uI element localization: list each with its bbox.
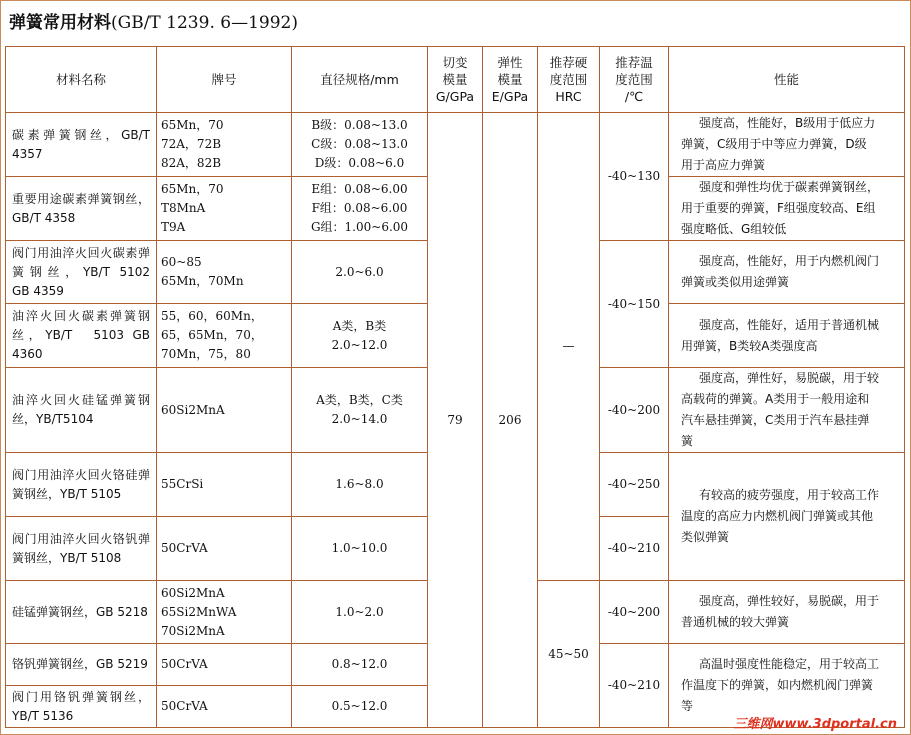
diameter-line: E组：0.08~6.00 xyxy=(311,182,408,196)
header-elastic xyxy=(483,47,538,113)
grade-line: 70Si2MnA xyxy=(161,623,225,638)
diameter-line: B级：0.08~13.0 xyxy=(311,118,408,132)
temp-cell: -40~130 xyxy=(600,113,669,241)
perf-line: 弹簧，C级用于中等应力弹簧，D级 xyxy=(681,137,867,151)
header-hardness xyxy=(538,47,600,113)
header-hardness-line: 推荐硬 xyxy=(549,55,588,70)
diameter-cell xyxy=(292,177,428,241)
diameter-cell: 1.0~2.0 xyxy=(292,581,428,644)
header-temp xyxy=(600,47,669,113)
hardness-cell: — xyxy=(538,113,600,581)
perf-line: 强度高，性能好，适用于普通机械 xyxy=(699,317,880,332)
perf-line: 强度高，弹性较好，易脱碳，用于 xyxy=(699,594,880,608)
diameter-cell: 1.0~10.0 xyxy=(292,517,428,581)
material-name: 油淬火回火碳素弹簧钢丝，YB/T 5103 GB 4360 xyxy=(6,304,157,368)
table-row xyxy=(6,113,905,177)
perf-line: 汽车悬挂弹簧，C类用于汽车悬挂弹 xyxy=(681,413,870,427)
grade-cell: 50CrVA xyxy=(157,517,292,581)
material-name: 重要用途碳素弹簧钢丝，GB/T 4358 xyxy=(6,177,157,241)
header-hardness-line: HRC xyxy=(555,89,582,104)
perf-line: 类似弹簧 xyxy=(681,530,730,544)
header-elastic-line: 模量 xyxy=(497,72,523,87)
diameter-line: G组：1.00~6.00 xyxy=(310,220,409,234)
diameter-line: D级：0.08~6.0 xyxy=(314,156,405,170)
material-name: 碳素弹簧钢丝，GB/T 4357 xyxy=(6,113,157,177)
grade-line: 65Mn，70 xyxy=(161,182,224,196)
grade-line: 65，65Mn，70， xyxy=(161,328,263,342)
temp-cell: -40~150 xyxy=(600,241,669,368)
title-main: 弹簧常用材料 xyxy=(9,13,111,33)
diameter-line: A类，B类 xyxy=(332,318,387,333)
perf-line: 强度略低、G组较低 xyxy=(681,222,787,236)
material-name: 阀门用油淬火回火碳素弹簧钢丝，YB/T 5102 GB 4359 xyxy=(6,241,157,304)
performance-cell xyxy=(669,453,905,581)
header-temp-line: /℃ xyxy=(624,89,644,104)
diameter-cell: 0.5~12.0 xyxy=(292,686,428,728)
diameter-line: A类，B类，C类 xyxy=(316,393,403,407)
grade-line: 72A，72B xyxy=(161,137,222,151)
header-elastic-line: E/GPa xyxy=(491,89,529,104)
grade-line: 82A，82B xyxy=(161,156,222,170)
diameter-line: F组：0.08~6.00 xyxy=(311,201,408,215)
performance-cell xyxy=(669,304,905,368)
grade-cell xyxy=(157,177,292,241)
grade-line: 70Mn，75，80 xyxy=(161,347,251,361)
header-temp-line: 度范围 xyxy=(615,72,653,87)
perf-line: 高载荷的弹簧。A类用于一般用途和 xyxy=(681,392,870,406)
perf-line: 强度高，弹性好，易脱碳，用于较 xyxy=(699,371,880,385)
diameter-cell: 1.6~8.0 xyxy=(292,453,428,517)
grade-cell xyxy=(157,304,292,368)
material-name: 硅锰弹簧钢丝，GB 5218 xyxy=(6,581,157,644)
grade-line: 60~85 xyxy=(161,255,202,269)
perf-line: 有较高的疲劳强度，用于较高工作 xyxy=(699,488,880,502)
performance-cell xyxy=(669,241,905,304)
material-name: 阀门用油淬火回火铬钒弹簧钢丝，YB/T 5108 xyxy=(6,517,157,581)
grade-line: T9A xyxy=(161,220,186,234)
diameter-cell: 0.8~12.0 xyxy=(292,644,428,686)
performance-cell xyxy=(669,581,905,644)
hardness-cell: 45~50 xyxy=(538,581,600,728)
header-shear xyxy=(428,47,483,113)
perf-line: 普通机械的较大弹簧 xyxy=(681,615,790,629)
header-temp-line: 推荐温 xyxy=(615,55,653,70)
perf-line: 高温时强度性能稳定，用于较高工 xyxy=(699,657,880,671)
diameter-cell xyxy=(292,368,428,453)
perf-line: 用于重要的弹簧，F组强度较高、E组 xyxy=(681,201,876,215)
grade-line: 60Si2MnA xyxy=(161,585,225,600)
grade-cell xyxy=(157,113,292,177)
elastic-modulus-cell: 206 xyxy=(483,113,538,728)
diameter-cell: 2.0~6.0 xyxy=(292,241,428,304)
header-elastic-line: 弹性 xyxy=(497,55,523,70)
material-name: 铬钒弹簧钢丝，GB 5219 xyxy=(6,644,157,686)
header-shear-line: 模量 xyxy=(442,72,468,87)
perf-line: 用于高应力弹簧 xyxy=(681,158,766,172)
grade-line: T8MnA xyxy=(161,201,206,215)
watermark-logo: 三维网www.3dportal.cn xyxy=(733,717,897,732)
title-spec: (GB/T 1239. 6—1992) xyxy=(111,13,298,33)
diameter-line: C级：0.08~13.0 xyxy=(311,137,408,151)
perf-line: 用弹簧，B类较A类强度高 xyxy=(681,338,818,353)
material-name: 油淬火回火硅锰弹簧钢丝，YB/T5104 xyxy=(6,368,157,453)
performance-cell xyxy=(669,113,905,177)
grade-cell xyxy=(157,581,292,644)
temp-cell: -40~200 xyxy=(600,368,669,453)
perf-line: 作温度下的弹簧，如内燃机阀门弹簧 xyxy=(681,678,874,692)
header-grade: 牌号 xyxy=(157,47,292,113)
grade-cell: 50CrVA xyxy=(157,644,292,686)
temp-cell: -40~200 xyxy=(600,581,669,644)
header-perf: 性能 xyxy=(669,47,905,113)
temp-cell: -40~250 xyxy=(600,453,669,517)
perf-line: 强度高，性能好，用于内燃机阀门 xyxy=(699,254,880,268)
header-shear-line: G/GPa xyxy=(435,89,475,104)
perf-line: 弹簧或类似用途弹簧 xyxy=(681,275,790,289)
header-shear-line: 切变 xyxy=(442,55,468,70)
performance-cell xyxy=(669,368,905,453)
header-hardness-line: 度范围 xyxy=(549,72,588,87)
grade-line: 65Mn，70 xyxy=(161,118,224,132)
perf-line: 温度的高应力内燃机阀门弹簧或其他 xyxy=(681,509,874,523)
temp-cell: -40~210 xyxy=(600,644,669,728)
diameter-line: 2.0~12.0 xyxy=(331,337,388,352)
spring-materials-table xyxy=(5,46,905,728)
diameter-cell xyxy=(292,304,428,368)
grade-cell xyxy=(157,241,292,304)
grade-cell: 50CrVA xyxy=(157,686,292,728)
perf-line: 等 xyxy=(681,699,694,713)
header-name: 材料名称 xyxy=(6,47,157,113)
diameter-cell xyxy=(292,113,428,177)
shear-modulus-cell: 79 xyxy=(428,113,483,728)
grade-cell: 55CrSi xyxy=(157,453,292,517)
header-row xyxy=(6,47,905,113)
material-name: 阀门用铬钒弹簧钢丝，YB/T 5136 xyxy=(6,686,157,728)
grade-cell: 60Si2MnA xyxy=(157,368,292,453)
perf-line: 簧 xyxy=(681,434,694,448)
diameter-line: 2.0~14.0 xyxy=(331,412,388,426)
grade-line: 65Si2MnWA xyxy=(161,604,237,619)
grade-line: 65Mn，70Mn xyxy=(161,274,244,288)
header-diameter: 直径规格/mm xyxy=(292,47,428,113)
performance-cell xyxy=(669,177,905,241)
temp-cell: -40~210 xyxy=(600,517,669,581)
page-title xyxy=(9,8,298,33)
material-name: 阀门用油淬火回火铬硅弹簧钢丝，YB/T 5105 xyxy=(6,453,157,517)
grade-line: 55，60，60Mn， xyxy=(161,309,263,323)
perf-line: 强度高，性能好，B级用于低应力 xyxy=(699,116,876,130)
perf-line: 强度和弹性均优于碳素弹簧钢丝， xyxy=(699,180,880,194)
